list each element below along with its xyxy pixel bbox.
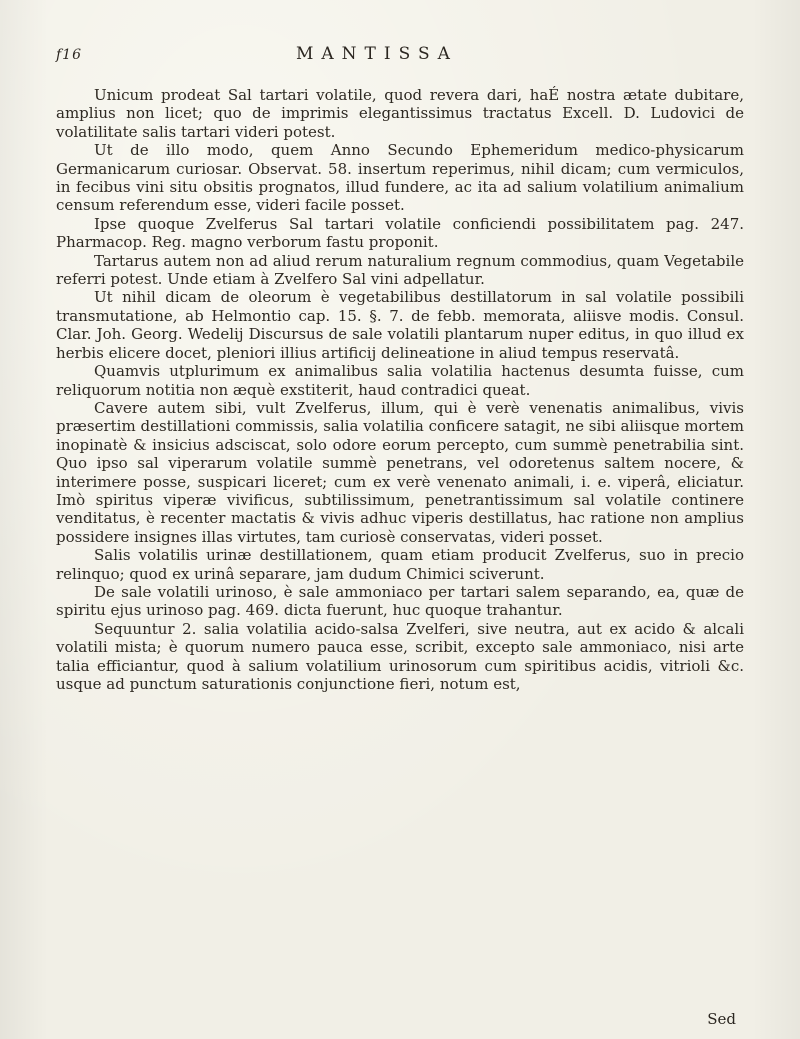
page-number: f16 bbox=[56, 47, 82, 63]
body-text bbox=[56, 86, 744, 693]
paragraph-2: Ut de illo modo, quem Anno Secundo Ephemeridum medico-physicarum Germanicarum curiosar. Observat. 58. insertum reperimus, nihil dicam; cum vermiculos, in fecibus vini situ obsitis prognatos, illud fundere, ac ita ad salium volatilium animalium censum referendum esse, videri facile posset. bbox=[56, 141, 744, 215]
paragraph-6: Quamvis utplurimum ex animalibus salia volatilia hactenus desumta fuisse, cum reliquorum notitia non æquè exstiterit, haud contradici queat. bbox=[56, 362, 744, 399]
paragraph-9: De sale volatili urinoso, è sale ammoniaco per tartari salem separando, ea, quæ de spiritu ejus urinoso pag. 469. dicta fuerunt, huc quoque trahantur. bbox=[56, 582, 744, 620]
page-header bbox=[56, 44, 744, 70]
paragraph-3: Ipse quoque Zvelferus Sal tartari volatile conficiendi possibilitatem pag. 247. Pharmacop. Reg. magno verborum fastu proponit. bbox=[56, 214, 744, 252]
catchword: Sed bbox=[707, 1010, 736, 1028]
paragraph-7: Cavere autem sibi, vult Zvelferus, illum, qui è verè venenatis animalibus, vivis præsertim destillationi commissis, salia volatilia conficere satagit, ne sibi aliisque mortem inopinatè & insicius adsciscat, solo odore eorum percepto, cum summè penetrabilia sint. Quo ipso sal viperarum volatile summè penetrans, vel odoretenus saltem nocere, & interimere posse, suspicari liceret; cum ex verè venenato animali, i. e. viperâ, eliciatur. Imò spiritus viperæ vivificus, subtilissimum, penetrantissimum sal volatile continere venditatus, è recenter mactatis & vivis adhuc viperis destillatus, hac ratione non amplius possidere insignes illas virtutes, tam curiosè conservatas, videri posset. bbox=[56, 398, 744, 546]
paragraph-4: Tartarus autem non ad aliud rerum naturalium regnum commodius, quam Vegetabile referri potest. Unde etiam à Zvelfero Sal vini adpellatur. bbox=[56, 251, 744, 289]
paragraph-1: Unicum prodeat Sal tartari volatile, quod revera dari, haÉ nostra ætate dubitare, amplius non licet; quo de imprimis elegantissimus tractatus Excell. D. Ludovici de volatilitate salis tartari videri potest. bbox=[56, 86, 744, 141]
running-head: MANTISSA bbox=[296, 44, 458, 64]
paragraph-5: Ut nihil dicam de oleorum è vegetabilibus destillatorum in sal volatile possibili transmutatione, ab Helmontio cap. 15. §. 7. de febb. memorata, aliisve modis. Consul. Clar. Joh. Georg. Wedelij Discursus de sale volatili plantarum nuper editus, in quo illud ex herbis elicere docet, pleniori illius artificij delineatione in aliud tempus reservatâ. bbox=[56, 288, 744, 362]
paragraph-8: Salis volatilis urinæ destillationem, quam etiam producit Zvelferus, suo in precio relinquo; quod ex urinâ separare, jam dudum Chimici sciverunt. bbox=[56, 546, 744, 583]
paragraph-10: Sequuntur 2. salia volatilia acido-salsa Zvelferi, sive neutra, aut ex acido & alcali volatili mista; è quorum numero pauca esse, scribit, excepto sale ammoniaco, nisi arte talia efficiantur, quod à salium volatilium urinosorum cum spiritibus acidis, vitrioli &c. usque ad punctum saturationis conjunctione fieri, notum est, bbox=[56, 619, 744, 693]
